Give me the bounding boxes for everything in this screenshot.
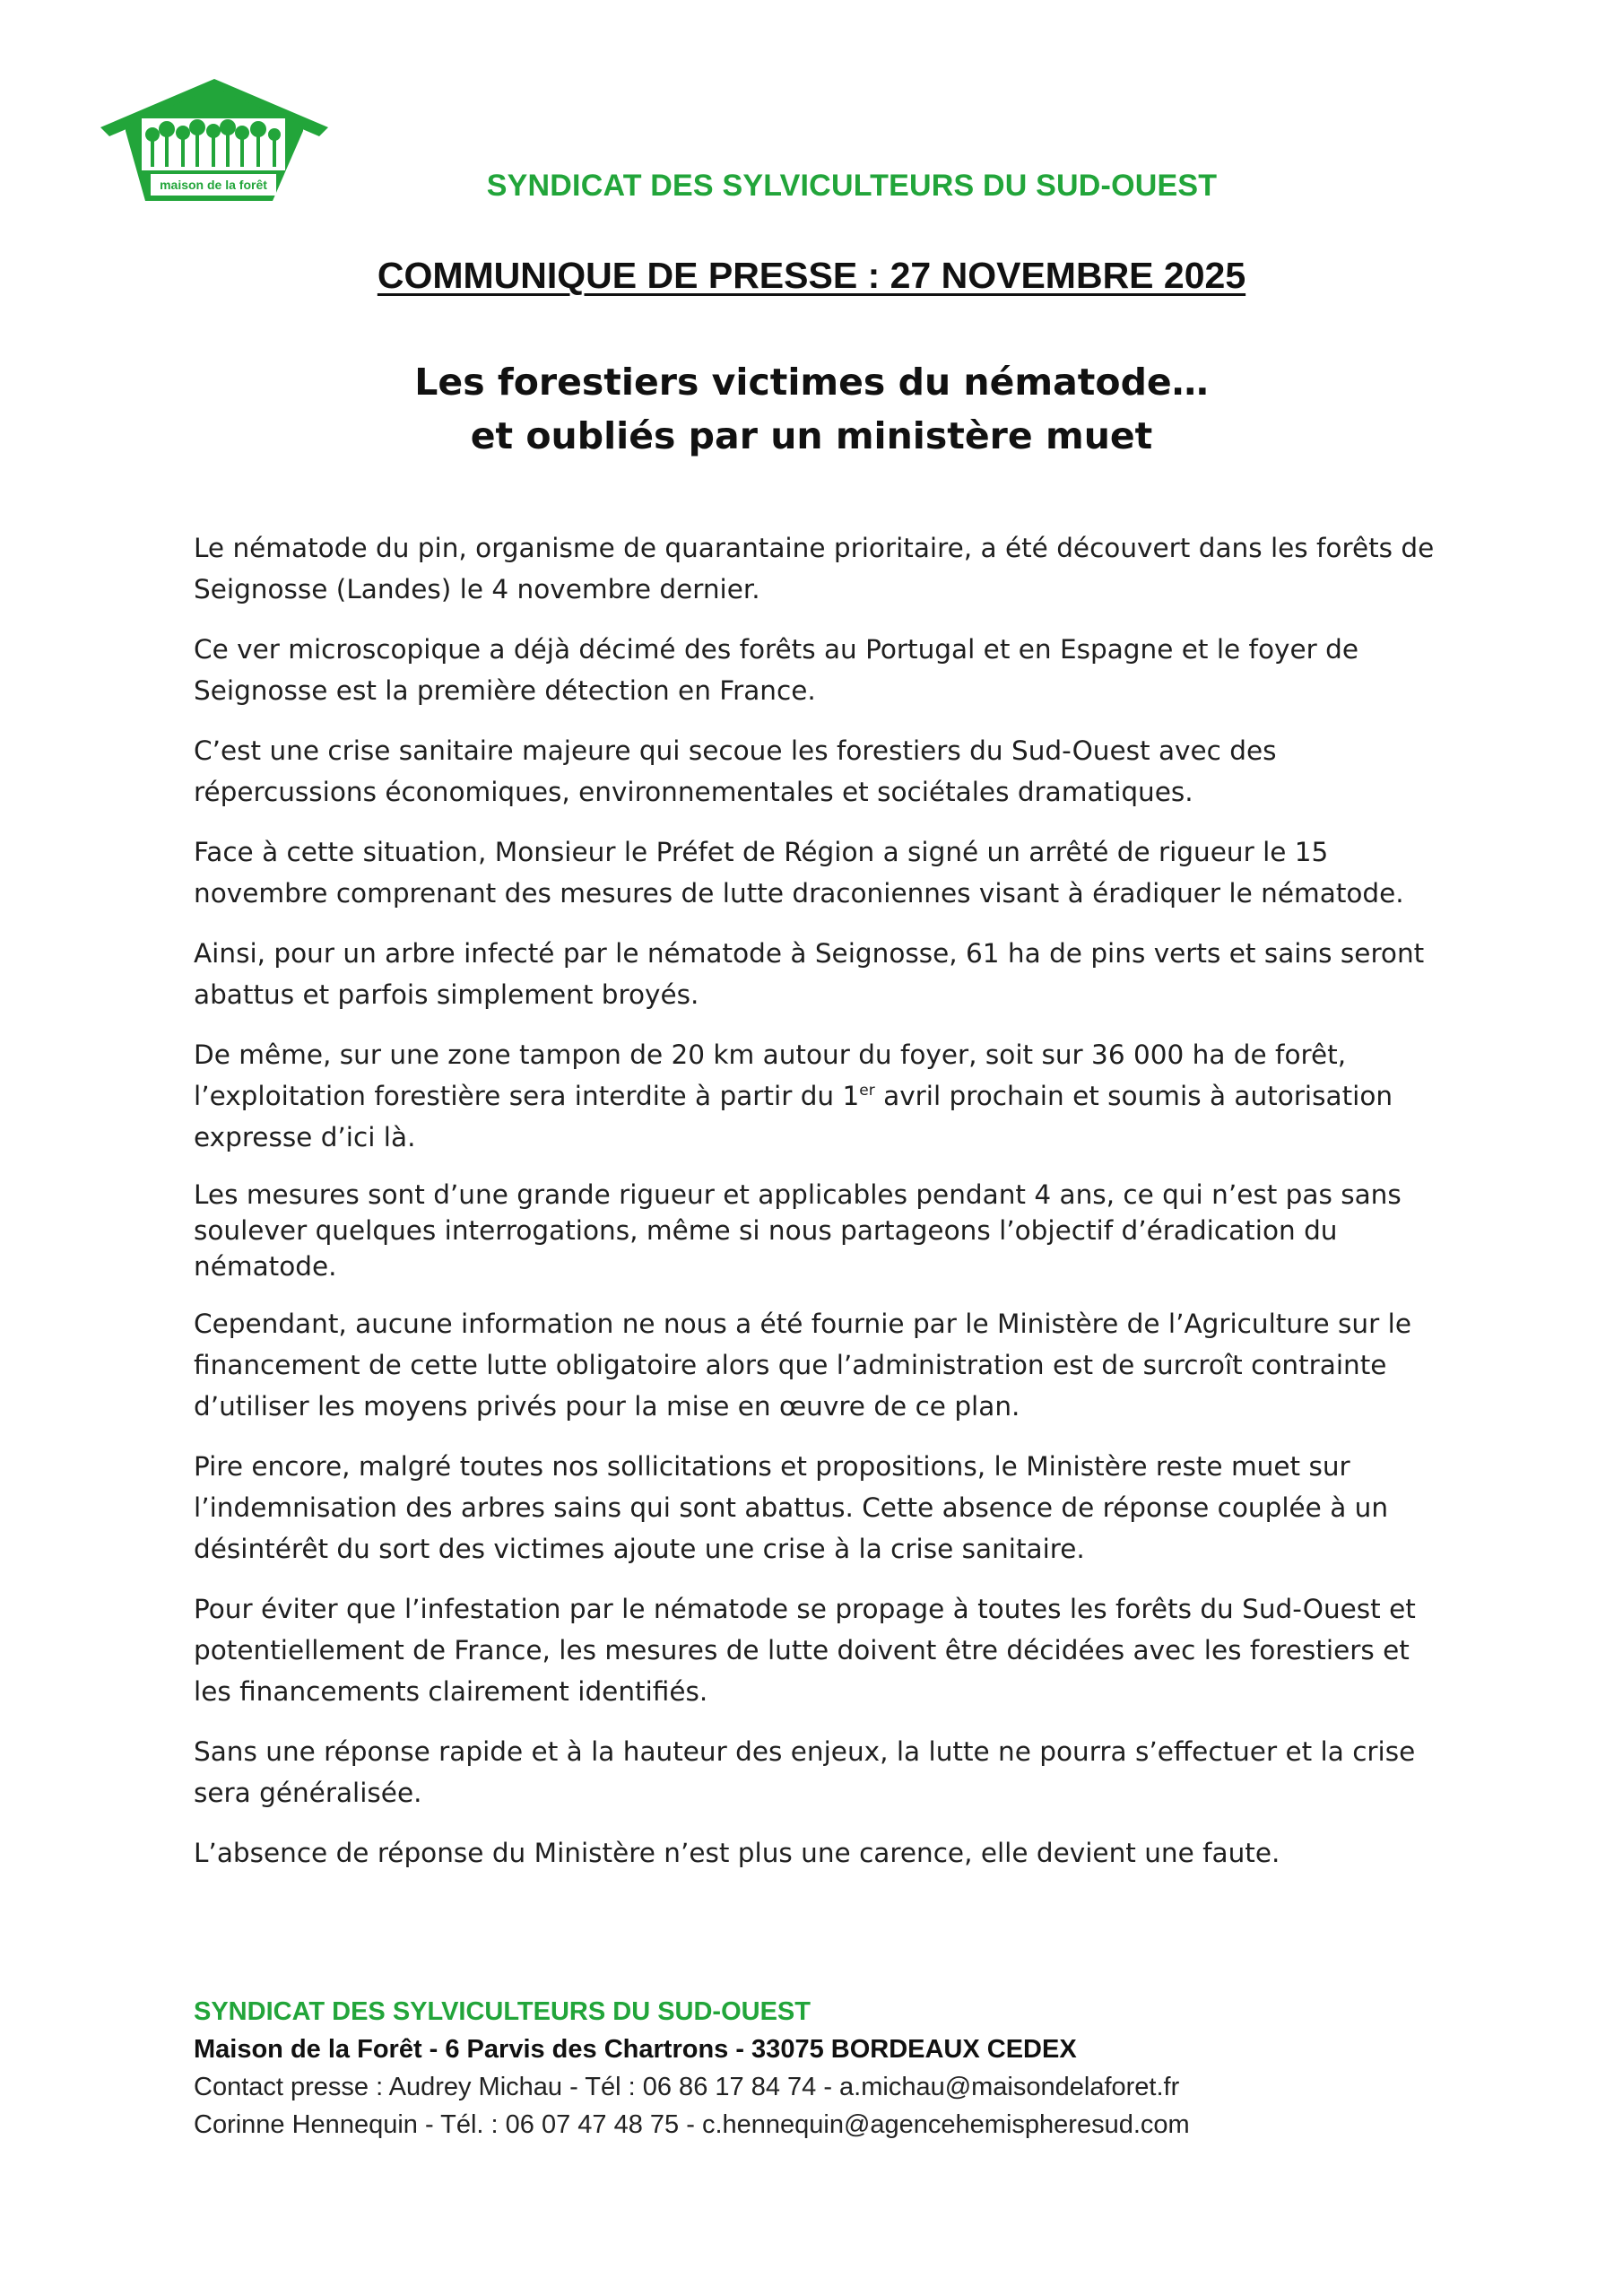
- paragraph: Pire encore, malgré toutes nos sollicitations et propositions, le Ministère reste muet sur l’indemnisation des arbres sains qui sont abattus. Cette absence de réponse couplée à un désintérêt du sort des victimes ajoute une crise à la crise sanitaire.: [194, 1451, 1389, 1564]
- paragraph: Sans une réponse rapide et à la hauteur des enjeux, la lutte ne pourra s’effectuer et la crise sera généralisée.: [194, 1736, 1416, 1808]
- paragraph: Face à cette situation, Monsieur le Préfet de Région a signé un arrêté de rigueur le 15 novembre comprenant des mesures de lutte draconiennes visant à éradiquer le nématode.: [194, 837, 1404, 909]
- paragraph: Cependant, aucune information ne nous a été fournie par le Ministère de l’Agriculture sur le financement de cette lutte obligatoire alors que l’administration est de surcroît contrainte d’utiliser les moyens privés pour la mise en œuvre de ce plan.: [194, 1309, 1411, 1422]
- logo-text: maison de la forêt: [160, 178, 267, 192]
- superscript: er: [859, 1082, 875, 1100]
- footer-address: Maison de la Forêt - 6 Parvis des Chartrons - 33075 BORDEAUX CEDEX: [194, 2035, 1077, 2064]
- headline-line-2: et oubliés par un ministère muet: [470, 414, 1153, 457]
- footer-contact-1: Contact presse : Audrey Michau - Tél : 06 86 17 84 74 - a.michau@maisondelaforet.fr: [194, 2073, 1180, 2101]
- body-text: [194, 527, 1449, 1892]
- headline-line-1: Les forestiers victimes du nématode…: [414, 361, 1209, 404]
- paragraph: C’est une crise sanitaire majeure qui secoue les forestiers du Sud-Ouest avec des répercussions économiques, environnementales et sociétales dramatiques.: [194, 735, 1277, 807]
- paragraph-part: De même, sur une zone tampon de 20 km autour du foyer, soit sur 36 000 ha de forêt, l’exploitation forestière sera interdite à partir du 1: [194, 1039, 1347, 1111]
- footer-contact-2: Corinne Hennequin - Tél. : 06 07 47 48 75 - c.hennequin@agencehemispheresud.com: [194, 2110, 1190, 2139]
- press-release-title: COMMUNIQUE DE PRESSE : 27 NOVEMBRE 2025: [377, 255, 1246, 296]
- paragraph-part: avril prochain et soumis à autorisation expresse d’ici là.: [194, 1081, 1393, 1152]
- footer: [194, 1993, 1449, 2144]
- paragraph: Le nématode du pin, organisme de quarantaine prioritaire, a été découvert dans les forêts de Seignosse (Landes) le 4 novembre dernier.: [194, 533, 1435, 604]
- headline: [0, 355, 1623, 463]
- footer-organization: SYNDICAT DES SYLVICULTEURS DU SUD-OUEST: [194, 1997, 811, 2026]
- paragraph: Ce ver microscopique a déjà décimé des forêts au Portugal et en Espagne et le foyer de Seignosse est la première détection en France.: [194, 634, 1358, 706]
- paragraph: Les mesures sont d’une grande rigueur et applicables pendant 4 ans, ce qui n’est pas sans soulever quelques interrogations, même si nous partageons l’objectif d’éradication du nématode.: [194, 1179, 1402, 1282]
- paragraph: [194, 1034, 1449, 1158]
- organization-title: SYNDICAT DES SYLVICULTEURS DU SUD-OUEST: [486, 169, 1218, 203]
- paragraph: Ainsi, pour un arbre infecté par le nématode à Seignosse, 61 ha de pins verts et sains seront abattus et parfois simplement broyés.: [194, 938, 1425, 1010]
- paragraph: L’absence de réponse du Ministère n’est plus une carence, elle devient une faute.: [194, 1838, 1280, 1868]
- paragraph: Pour éviter que l’infestation par le nématode se propage à toutes les forêts du Sud-Ouest et potentiellement de France, les mesures de lutte doivent être décidées avec les forestiers et les financements clairement identifiés.: [194, 1594, 1416, 1707]
- press-release-title-wrap: [0, 255, 1623, 297]
